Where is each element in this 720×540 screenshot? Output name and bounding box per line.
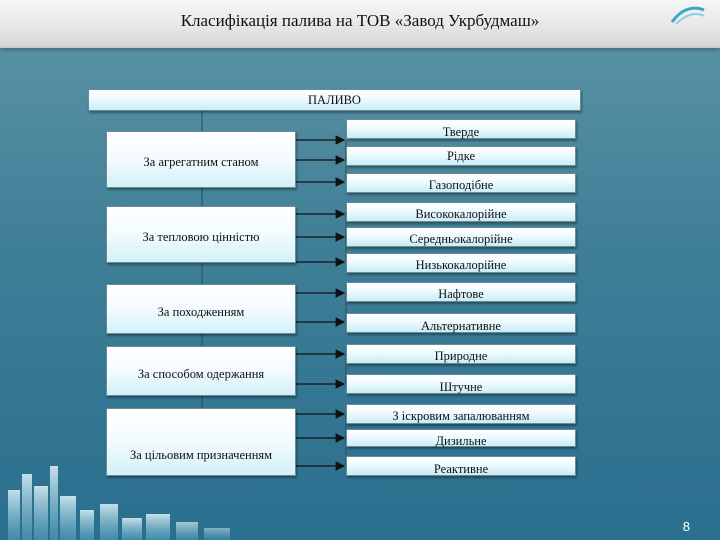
item-label: Реактивне: [433, 461, 489, 476]
item-label: Рідке: [446, 148, 476, 163]
category-label: За агрегатним станом: [143, 155, 259, 169]
item-node: [346, 404, 576, 424]
item-label: Нафтове: [438, 286, 484, 301]
category-node-aggregate-state: [106, 131, 296, 188]
item-label: Висококалорійне: [415, 206, 507, 221]
category-label: За походженням: [157, 304, 245, 319]
item-label: Тверде: [442, 124, 480, 139]
slide-title: Класифікація палива на ТОВ «Завод Укрбудмаш»: [180, 11, 540, 30]
item-label: Низькокалорійне: [415, 257, 507, 272]
item-node: [346, 173, 576, 193]
category-node-origin: [106, 284, 296, 334]
category-label: За цільовим призначенням: [129, 447, 273, 462]
root-node: [88, 89, 581, 111]
item-node: [346, 374, 576, 394]
item-label: Природне: [434, 348, 488, 363]
page-number: 8: [682, 519, 690, 534]
item-node: [346, 227, 576, 247]
city-skyline-decoration: [0, 460, 240, 540]
item-node: [346, 456, 576, 476]
item-label: Газоподібне: [428, 177, 494, 192]
item-label: Середньокалорійне: [409, 231, 513, 246]
item-node: [346, 253, 576, 273]
category-label: За способом одержання: [137, 366, 265, 381]
root-label: ПАЛИВО: [308, 92, 361, 107]
item-node: [346, 146, 576, 166]
item-node: [346, 313, 576, 333]
item-label: З іскровим запалюванням: [392, 408, 530, 423]
item-node: [346, 202, 576, 222]
category-node-production-method: [106, 346, 296, 396]
item-label: Альтернативне: [421, 318, 501, 333]
item-node: [346, 429, 576, 447]
item-label: Дизильне: [435, 433, 487, 448]
item-node: [346, 282, 576, 302]
item-node: [346, 344, 576, 364]
category-label: За тепловою цінністю: [142, 230, 260, 244]
category-node-heat-value: [106, 206, 296, 263]
item-node: [346, 119, 576, 139]
item-label: Штучне: [439, 379, 483, 394]
